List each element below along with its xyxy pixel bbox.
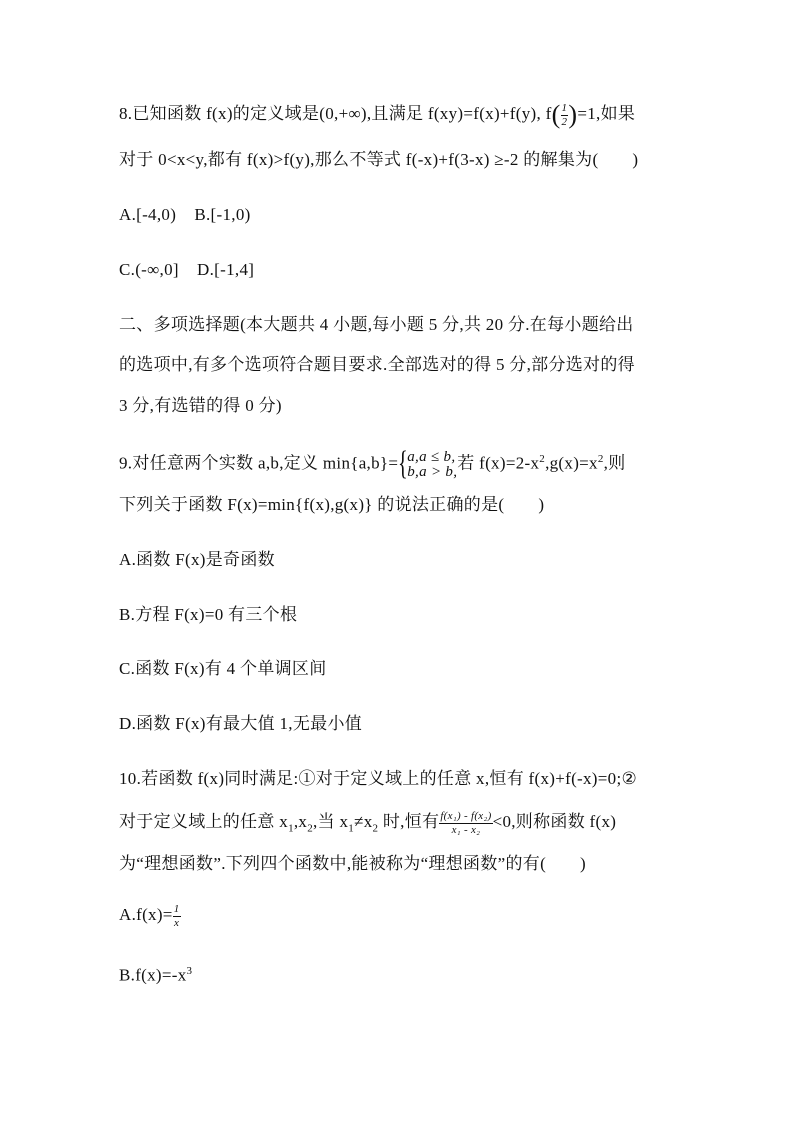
- q8-options-ab: [119, 203, 251, 227]
- superscript: 2: [539, 453, 546, 465]
- q10-text-d: ≠x: [354, 812, 373, 831]
- q10-text: 10.若函数 f(x)同时满足:①对于定义域上的任意 x,恒有 f(x)+f(-x)=0;②: [119, 769, 638, 788]
- q10-option-a: [119, 903, 181, 929]
- q9-line-1: [119, 444, 626, 482]
- q9-text-2: 下列关于函数 F(x)=min{f(x),g(x)} 的说法正确的是(: [119, 495, 505, 514]
- fraction-numerator: 1: [173, 902, 180, 915]
- q9-option-a: [119, 548, 275, 572]
- brace-icon: {: [398, 444, 409, 482]
- fraction-denominator: x: [174, 916, 180, 929]
- section2-line-2: [119, 353, 635, 377]
- q8-option-cd: C.(-∞,0] D.[-1,4]: [119, 260, 255, 279]
- q9-text-c: ,g(x)=x: [545, 453, 598, 473]
- q8-line-1: [119, 102, 635, 128]
- superscript: 3: [186, 965, 193, 977]
- paren-left: (: [551, 100, 561, 130]
- q9-paren-close: ): [538, 495, 545, 514]
- fraction-numerator: 1: [561, 101, 568, 114]
- section-heading: 二、多项选择题(本大题共 4 小题,每小题 5 分,共 20 分.在每小题给出: [119, 315, 634, 334]
- option-a: A.函数 F(x)是奇函数: [119, 550, 275, 569]
- case-1: a,a ≤ b,: [407, 448, 456, 465]
- q8-text-cont: =1,如果: [577, 104, 636, 123]
- q9-text-b: 若 f(x)=2-x: [457, 453, 540, 473]
- difference-quotient: [439, 811, 492, 836]
- q8-line-2: [119, 148, 638, 172]
- section2-line-3: [119, 394, 282, 418]
- subscript: 2: [307, 822, 314, 835]
- q9-line-2: [119, 493, 544, 517]
- subscript: 1: [348, 822, 355, 835]
- option-b: B.方程 F(x)=0 有三个根: [119, 605, 298, 624]
- q9-option-b: [119, 603, 297, 627]
- q10-text-a: 对于定义域上的任意 x: [119, 812, 289, 831]
- subscript: 1: [288, 822, 294, 835]
- q10-option-b: [119, 959, 192, 988]
- subscript: 2: [372, 822, 379, 835]
- q9-option-d: [119, 712, 362, 736]
- fraction-one-over-x: [173, 904, 181, 929]
- superscript: 2: [597, 453, 604, 465]
- q10-line-2: [119, 810, 616, 840]
- q10-text-f: <0,则称函数 f(x): [492, 812, 617, 831]
- q8-paren-close: ): [632, 150, 639, 169]
- q8-option-ab: A.[-4,0) B.[-1,0): [119, 205, 251, 224]
- option-c: C.函数 F(x)有 4 个单调区间: [119, 659, 327, 678]
- section-text: 的选项中,有多个选项符合题目要求.全部选对的得 5 分,部分选对的得: [119, 355, 635, 374]
- q8-text: 8.已知函数 f(x)的定义域是(0,+∞),且满足 f(xy)=f(x)+f(y),: [119, 104, 542, 123]
- q8-text-2: 对于 0<x<y,都有 f(x)>f(y),那么不等式 f(-x)+f(3-x) ≥-2 的解集为(: [119, 150, 599, 169]
- paren-right: ): [568, 100, 578, 130]
- q9-option-c: [119, 657, 327, 681]
- fraction-denominator: 2: [561, 115, 568, 128]
- piecewise-definition: [398, 444, 458, 482]
- q10-text-e: 时,恒有: [378, 812, 440, 831]
- option-d: D.函数 F(x)有最大值 1,无最小值: [119, 714, 363, 733]
- q9-text-d: ,则: [603, 453, 626, 473]
- option-b-text: B.f(x)=-x: [119, 965, 187, 985]
- q10-line-3: [119, 852, 586, 876]
- q10-text-c: ,当 x: [313, 812, 349, 831]
- q10-text-b: ,x: [293, 812, 308, 831]
- q10-paren-close: ): [580, 854, 587, 873]
- section-text: 3 分,有选错的得 0 分): [119, 396, 282, 415]
- fraction-numerator: f(x₁) - f(x₂): [440, 809, 492, 822]
- option-a-text: A.f(x)=: [119, 905, 173, 924]
- section2-line-1: [119, 313, 634, 337]
- fraction-denominator: x₁ - x₂: [451, 823, 481, 836]
- q10-line-1: [119, 767, 637, 791]
- q8-f: f: [545, 104, 552, 123]
- q10-text-3: 为“理想函数”.下列四个函数中,能被称为“理想函数”的有(: [119, 854, 547, 873]
- q8-options-cd: [119, 258, 254, 282]
- q9-text: 9.对任意两个实数 a,b,定义 min{a,b}=: [119, 453, 399, 473]
- case-2: b,a > b,: [407, 463, 458, 480]
